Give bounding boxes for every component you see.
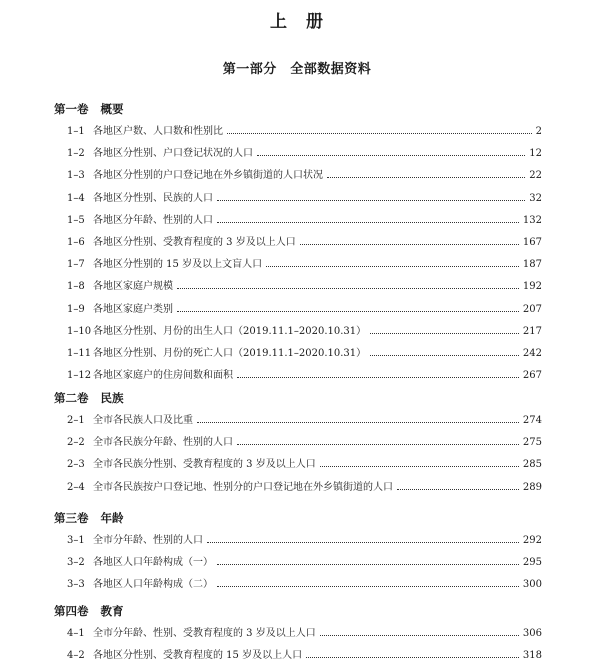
entry-number: 4–2 xyxy=(67,650,85,662)
entry-title: 各地区分性别、受教育程度的 3 岁及以上人口 xyxy=(93,237,296,248)
toc-entry[interactable] xyxy=(67,646,542,660)
toc-entry[interactable] xyxy=(67,531,542,545)
entry-page-number: 217 xyxy=(522,325,542,337)
entry-page-number: 167 xyxy=(522,237,542,248)
part-title: 第一部分 全部数据资料 xyxy=(222,62,372,77)
entry-title: 各地区分性别、月份的出生人口（2019.11.1–2020.10.31） xyxy=(93,325,367,337)
dot-leader xyxy=(197,413,519,423)
entry-page-number: 192 xyxy=(522,281,542,293)
section-name: 教育 xyxy=(100,604,124,618)
entry-number: 2–1 xyxy=(67,415,85,426)
entry-title: 各地区人口年龄构成（一） xyxy=(93,557,213,569)
toc-entry[interactable] xyxy=(67,277,542,291)
entry-page-number: 2 xyxy=(535,126,542,137)
section-label: 第二卷 xyxy=(54,391,89,405)
entry-number: 1–10 xyxy=(67,325,92,337)
section-name: 民族 xyxy=(100,391,124,405)
entry-number: 1–8 xyxy=(67,281,85,293)
entry-title: 各地区分性别、户口登记状况的人口 xyxy=(93,148,253,160)
dot-leader xyxy=(370,324,519,334)
dot-leader xyxy=(320,626,519,636)
entry-title: 全市各民族分年龄、性别的人口 xyxy=(93,437,233,449)
entry-number: 1–5 xyxy=(67,214,85,226)
toc-entry[interactable] xyxy=(67,233,542,247)
dot-leader xyxy=(257,146,525,156)
dot-leader xyxy=(306,648,519,658)
entry-page-number: 289 xyxy=(522,481,542,493)
section-name: 年龄 xyxy=(100,511,124,525)
entry-number: 3–2 xyxy=(67,557,85,569)
dot-leader xyxy=(237,435,519,445)
toc-entry[interactable] xyxy=(67,166,542,180)
entry-title: 全市各民族分性别、受教育程度的 3 岁及以上人口 xyxy=(93,459,316,471)
entry-number: 1–9 xyxy=(67,303,85,315)
dot-leader xyxy=(320,457,519,467)
toc-entry[interactable] xyxy=(67,322,542,336)
dot-leader xyxy=(207,533,519,543)
entry-page-number: 267 xyxy=(522,370,542,382)
section-label: 第一卷 xyxy=(54,102,89,116)
entry-title: 各地区家庭户的住房间数和面积 xyxy=(93,370,233,382)
dot-leader xyxy=(217,191,525,201)
entry-title: 各地区分性别的户口登记地在外乡镇街道的人口状况 xyxy=(93,170,323,182)
entry-page-number: 12 xyxy=(529,148,542,160)
entry-page-number: 275 xyxy=(522,437,542,449)
section-label: 第三卷 xyxy=(54,511,89,525)
entry-title: 各地区分性别、月份的死亡人口（2019.11.1–2020.10.31） xyxy=(93,348,367,359)
entry-page-number: 292 xyxy=(522,535,542,546)
entry-number: 2–4 xyxy=(67,481,85,493)
dot-leader xyxy=(370,346,519,356)
entry-number: 1–3 xyxy=(67,170,85,182)
section-heading xyxy=(54,603,124,619)
entry-number: 2–2 xyxy=(67,437,85,449)
dot-leader xyxy=(227,124,532,134)
toc-entry[interactable] xyxy=(67,144,542,158)
entry-page-number: 274 xyxy=(522,415,542,426)
section-heading xyxy=(54,390,124,406)
entry-page-number: 300 xyxy=(522,579,542,591)
toc-entry[interactable] xyxy=(67,411,542,425)
entry-number: 1–4 xyxy=(67,192,85,204)
entry-title: 各地区户数、人口数和性别比 xyxy=(93,126,223,137)
section-heading xyxy=(54,101,124,117)
entry-number: 1–6 xyxy=(67,237,85,248)
entry-title: 各地区分性别、受教育程度的 15 岁及以上人口 xyxy=(93,650,303,662)
entry-number: 2–3 xyxy=(67,459,85,471)
entry-page-number: 187 xyxy=(522,259,542,271)
toc-entry[interactable] xyxy=(67,255,542,269)
entry-number: 3–1 xyxy=(67,535,85,546)
entry-page-number: 242 xyxy=(522,348,542,359)
toc-entry[interactable] xyxy=(67,300,542,314)
entry-page-number: 22 xyxy=(529,170,542,182)
entry-title: 各地区家庭户类别 xyxy=(93,303,173,315)
entry-title: 全市各民族按户口登记地、性别分的户口登记地在外乡镇街道的人口 xyxy=(93,481,393,493)
dot-leader xyxy=(237,368,519,378)
toc-entry[interactable] xyxy=(67,455,542,469)
dot-leader xyxy=(397,480,519,490)
dot-leader xyxy=(217,577,519,587)
toc-entry[interactable] xyxy=(67,211,542,225)
toc-entry[interactable] xyxy=(67,575,542,589)
dot-leader xyxy=(177,279,519,289)
section-label: 第四卷 xyxy=(54,604,89,618)
entry-page-number: 295 xyxy=(522,557,542,569)
toc-entry[interactable] xyxy=(67,122,542,136)
dot-leader xyxy=(177,302,519,312)
entry-page-number: 285 xyxy=(522,459,542,471)
entry-number: 1–7 xyxy=(67,259,85,271)
toc-entry[interactable] xyxy=(67,478,542,492)
section-heading xyxy=(54,510,124,526)
entry-title: 全市分年龄、性别的人口 xyxy=(93,535,203,546)
volume-title: 上 册 xyxy=(270,12,324,32)
entry-page-number: 32 xyxy=(529,192,542,204)
entry-number: 1–11 xyxy=(67,348,92,359)
entry-title: 各地区家庭户规模 xyxy=(93,281,173,293)
toc-entry[interactable] xyxy=(67,624,542,638)
entry-page-number: 306 xyxy=(522,628,542,639)
toc-entry[interactable] xyxy=(67,433,542,447)
section-name: 概要 xyxy=(100,102,124,116)
dot-leader xyxy=(300,235,519,245)
entry-page-number: 207 xyxy=(522,303,542,315)
entry-page-number: 132 xyxy=(522,214,542,226)
entry-title: 全市分年龄、性别、受教育程度的 3 岁及以上人口 xyxy=(93,628,316,639)
entry-number: 1–2 xyxy=(67,148,85,160)
toc-entry[interactable] xyxy=(67,553,542,567)
entry-number: 1–12 xyxy=(67,370,92,382)
dot-leader xyxy=(327,168,525,178)
entry-title: 各地区分性别、民族的人口 xyxy=(93,192,213,204)
entry-number: 1–1 xyxy=(67,126,85,137)
dot-leader xyxy=(266,257,519,267)
entry-number: 3–3 xyxy=(67,579,85,591)
entry-title: 各地区分年龄、性别的人口 xyxy=(93,214,213,226)
entry-number: 4–1 xyxy=(67,628,85,639)
entry-page-number: 318 xyxy=(522,650,542,662)
toc-entry[interactable] xyxy=(67,344,542,358)
entry-title: 各地区分性别的 15 岁及以上文盲人口 xyxy=(93,259,263,271)
dot-leader xyxy=(217,555,519,565)
entry-title: 全市各民族人口及比重 xyxy=(93,415,193,426)
dot-leader xyxy=(217,213,519,223)
toc-entry[interactable] xyxy=(67,189,542,203)
entry-title: 各地区人口年龄构成（二） xyxy=(93,579,213,591)
toc-entry[interactable] xyxy=(67,366,542,380)
